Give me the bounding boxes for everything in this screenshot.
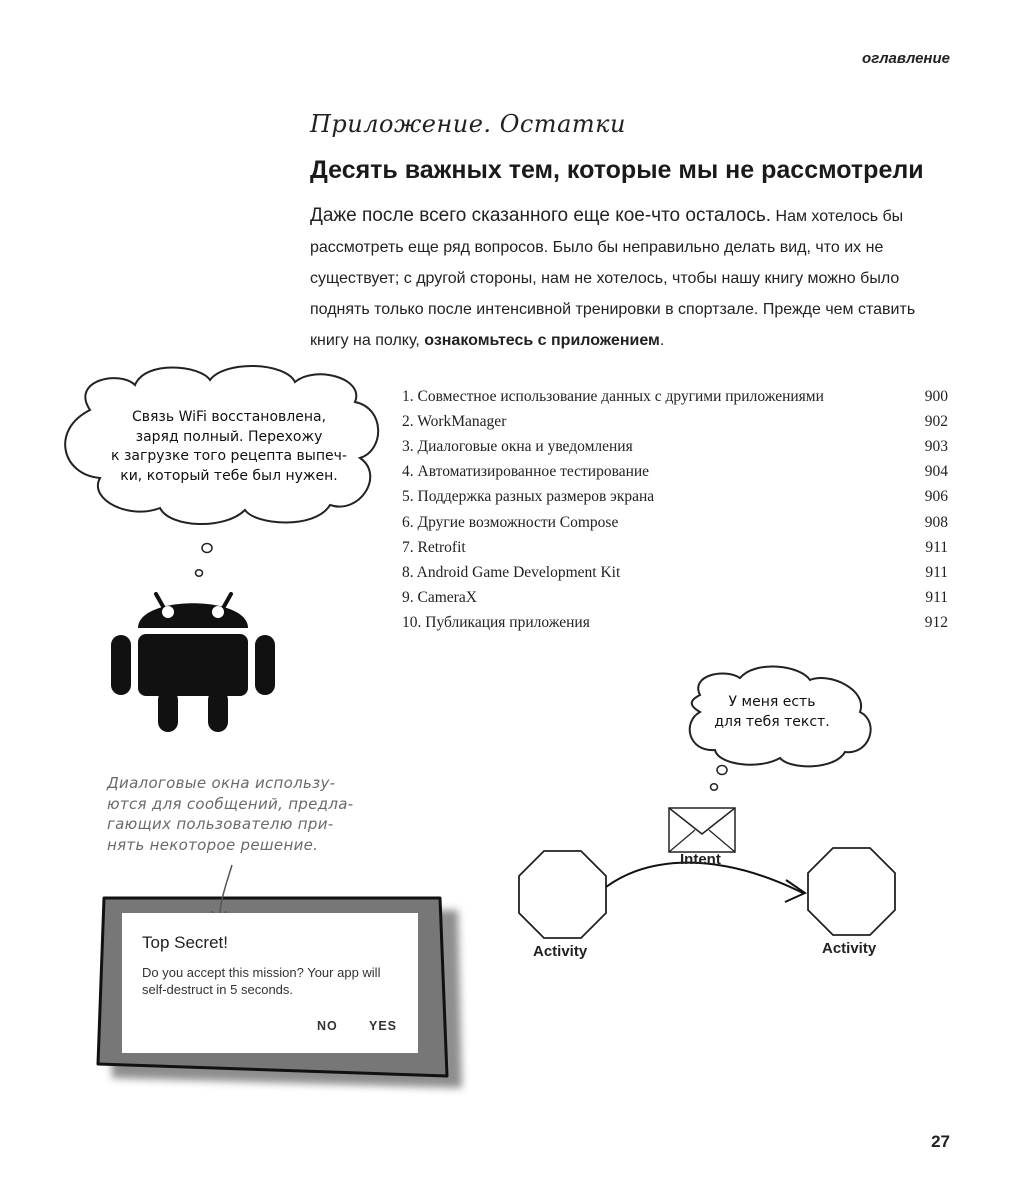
intent-arrowhead bbox=[785, 880, 805, 902]
toc-item-title: 1. Совместное использование данных с другими приложениями bbox=[402, 387, 824, 405]
android-thought-line: ки, который тебе был нужен. bbox=[120, 467, 338, 484]
intent-thought-line: для тебя текст. bbox=[714, 713, 830, 730]
android-thought-line: к загрузке того рецепта выпеч- bbox=[111, 448, 347, 464]
toc-item-title: 9. CameraX bbox=[402, 589, 477, 607]
android-thought-text bbox=[100, 408, 358, 486]
toc-item-title: 6. Другие возможности Compose bbox=[402, 513, 619, 531]
intro-end: . bbox=[659, 332, 665, 349]
toc-item-title: 7. Retrofit bbox=[402, 538, 466, 556]
toc-item-page: 911 bbox=[925, 563, 948, 581]
activity-right-label: Activity bbox=[822, 940, 877, 957]
toc-item-title: 2. WorkManager bbox=[402, 412, 507, 430]
intent-label: Intent bbox=[680, 851, 721, 868]
thought-bubble-tiny bbox=[196, 570, 203, 576]
android-thought-line: заряд полный. Перехожу bbox=[135, 428, 323, 445]
toc-item-title: 10. Публикация приложения bbox=[402, 614, 590, 632]
toc-item-page: 902 bbox=[924, 412, 948, 430]
toc-item-page: 908 bbox=[924, 513, 948, 531]
annotation-line: нять некоторое решение. bbox=[107, 835, 319, 854]
dialog-yes-button[interactable]: YES bbox=[369, 1019, 398, 1033]
toc-item-title: 3. Диалоговые окна и уведомления bbox=[402, 437, 633, 455]
annotation-line: гающих пользователю при- bbox=[107, 815, 334, 833]
activity-right-shape bbox=[808, 848, 895, 935]
toc-item-title: 5. Поддержка разных размеров экрана bbox=[402, 488, 655, 506]
android-thought-line: Связь WiFi восстановлена, bbox=[131, 409, 327, 425]
intro-body: Нам хотелось бы рассмотреть еще ряд вопросов. Было бы неправильно делать вид, что их не существует; с другой стороны, нам не хотелось, чтобы нашу книгу можно было поднять только после интенсивной тренировки в спортзале. Прежде чем ставить книгу на полку, bbox=[310, 208, 916, 349]
toc-item-page: 911 bbox=[925, 538, 948, 556]
toc-item-page: 904 bbox=[924, 463, 948, 481]
intent-thought-line: У меня есть bbox=[728, 694, 816, 710]
dialog-message: Do you accept this mission? Your app will self-destruct in 5 seconds. bbox=[142, 965, 381, 997]
toc-item-page: 900 bbox=[924, 387, 948, 405]
page-number: 27 bbox=[931, 1132, 950, 1151]
annotation-line: ются для сообщений, предла- bbox=[107, 794, 354, 813]
intent-thought-text bbox=[708, 693, 836, 732]
android-robot-icon bbox=[111, 594, 275, 732]
toc-item-page: 906 bbox=[924, 488, 948, 506]
thought-bubble-small bbox=[202, 544, 212, 553]
intro-emphasis: ознакомьтесь с приложением bbox=[424, 332, 660, 349]
appendix-heading: Приложение. Остатки bbox=[310, 110, 626, 138]
activity-left-shape bbox=[519, 851, 606, 938]
intro-lead: Даже после всего сказанного еще кое-что осталось. bbox=[310, 205, 772, 226]
running-header: оглавление bbox=[862, 50, 950, 67]
envelope-icon bbox=[669, 808, 735, 852]
toc-item-title: 4. Автоматизированное тестирование bbox=[402, 463, 650, 481]
activity-left-label: Activity bbox=[533, 943, 588, 960]
dialog-box bbox=[122, 913, 418, 1053]
dialog-title: Top Secret! bbox=[142, 933, 228, 952]
dialog-no-button[interactable]: NO bbox=[317, 1019, 338, 1033]
thought-bubble-tiny bbox=[711, 784, 718, 790]
toc-item-page: 903 bbox=[924, 437, 948, 455]
annotation-line: Диалоговые окна использу- bbox=[107, 774, 336, 792]
section-title: Десять важных тем, которые мы не рассмотрели bbox=[310, 156, 924, 184]
thought-bubble-small bbox=[717, 766, 727, 775]
toc-item-page: 912 bbox=[924, 614, 948, 632]
dialog-annotation bbox=[107, 773, 357, 855]
toc-item-page: 911 bbox=[925, 589, 948, 607]
toc-item-title: 8. Android Game Development Kit bbox=[402, 563, 621, 581]
